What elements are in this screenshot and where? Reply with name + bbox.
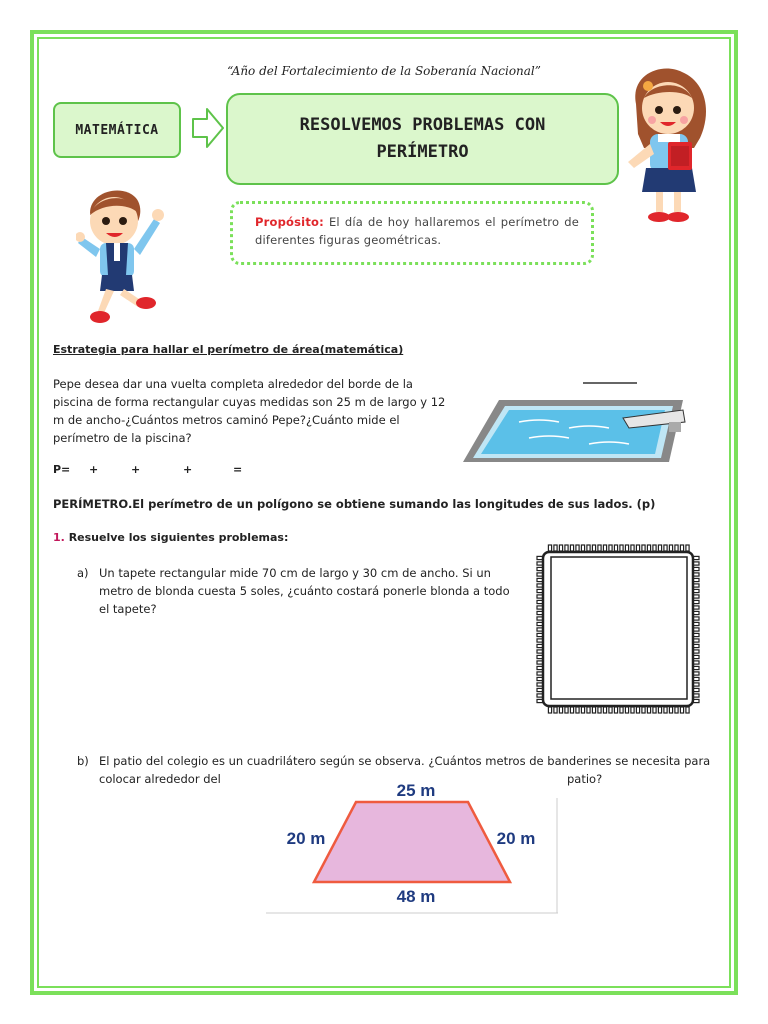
purpose-label: Propósito: bbox=[255, 215, 324, 229]
problem-a-text: Un tapete rectangular mide 70 cm de largo y 30 cm de ancho. Si un metro de blonda cuesta 5 soles, ¿cuánto costará ponerle blonda a todo el tapete? bbox=[99, 566, 510, 616]
trapezoid-shape bbox=[314, 802, 510, 882]
equation-term: + bbox=[131, 463, 141, 476]
perimeter-definition: PERÍMETRO.El perímetro de un polígono se obtiene sumando las longitudes de sus lados. (p) bbox=[53, 497, 656, 511]
equation-term: = bbox=[233, 463, 243, 476]
perimeter-equation bbox=[53, 463, 242, 476]
trapezoid-bottom-label: 48 m bbox=[396, 887, 436, 906]
trapezoid-figure bbox=[266, 778, 558, 914]
arrow-right-icon bbox=[191, 106, 225, 150]
rectangular-rug-illustration bbox=[536, 544, 700, 714]
subject-label: MATEMÁTICA bbox=[53, 102, 181, 158]
equation-term: P= bbox=[53, 463, 71, 476]
equation-term: + bbox=[89, 463, 99, 476]
swimming-pool-illustration bbox=[459, 378, 687, 466]
pool-problem-text: Pepe desea dar una vuelta completa alrededor del borde de la piscina de forma rectangular cuyas medidas son 25 m de largo y 12 m de ancho-¿Cuántos metros caminó Pepe?¿Cuánto mide el perímetro de la piscina? bbox=[53, 377, 446, 445]
girl-student-illustration bbox=[622, 64, 716, 228]
equation-term: + bbox=[183, 463, 193, 476]
purpose-box bbox=[230, 201, 594, 265]
exercise-number: 1. bbox=[53, 531, 65, 544]
problem-a bbox=[77, 564, 511, 618]
problem-b-text-line1: El patio del colegio es un cuadrilátero según se observa. ¿Cuántos metros de banderines se necesita para bbox=[99, 754, 711, 768]
problem-b-text-line2-end: patio? bbox=[567, 772, 603, 786]
strategy-heading: Estrategia para hallar el perímetro de área(matemática) bbox=[53, 343, 404, 356]
problem-b-marker: b) bbox=[77, 754, 89, 768]
purpose-text: El día de hoy hallaremos el perímetro de diferentes figuras geométricas. bbox=[255, 215, 579, 247]
problem-a-marker: a) bbox=[77, 566, 89, 580]
trapezoid-top-label: 25 m bbox=[396, 781, 436, 800]
problem-b-text-line2-start: colocar alrededor del bbox=[99, 772, 221, 786]
national-motto: “Año del Fortalecimiento de la Soberanía Nacional” bbox=[227, 64, 541, 78]
trapezoid-right-label: 20 m bbox=[496, 829, 536, 848]
page-title: RESOLVEMOS PROBLEMAS CON PERÍMETRO bbox=[226, 93, 619, 185]
exercise-instructions: Resuelve los siguientes problemas: bbox=[68, 531, 289, 544]
exercises-heading bbox=[53, 531, 288, 544]
trapezoid-left-label: 20 m bbox=[286, 829, 326, 848]
boy-student-illustration bbox=[76, 183, 172, 329]
